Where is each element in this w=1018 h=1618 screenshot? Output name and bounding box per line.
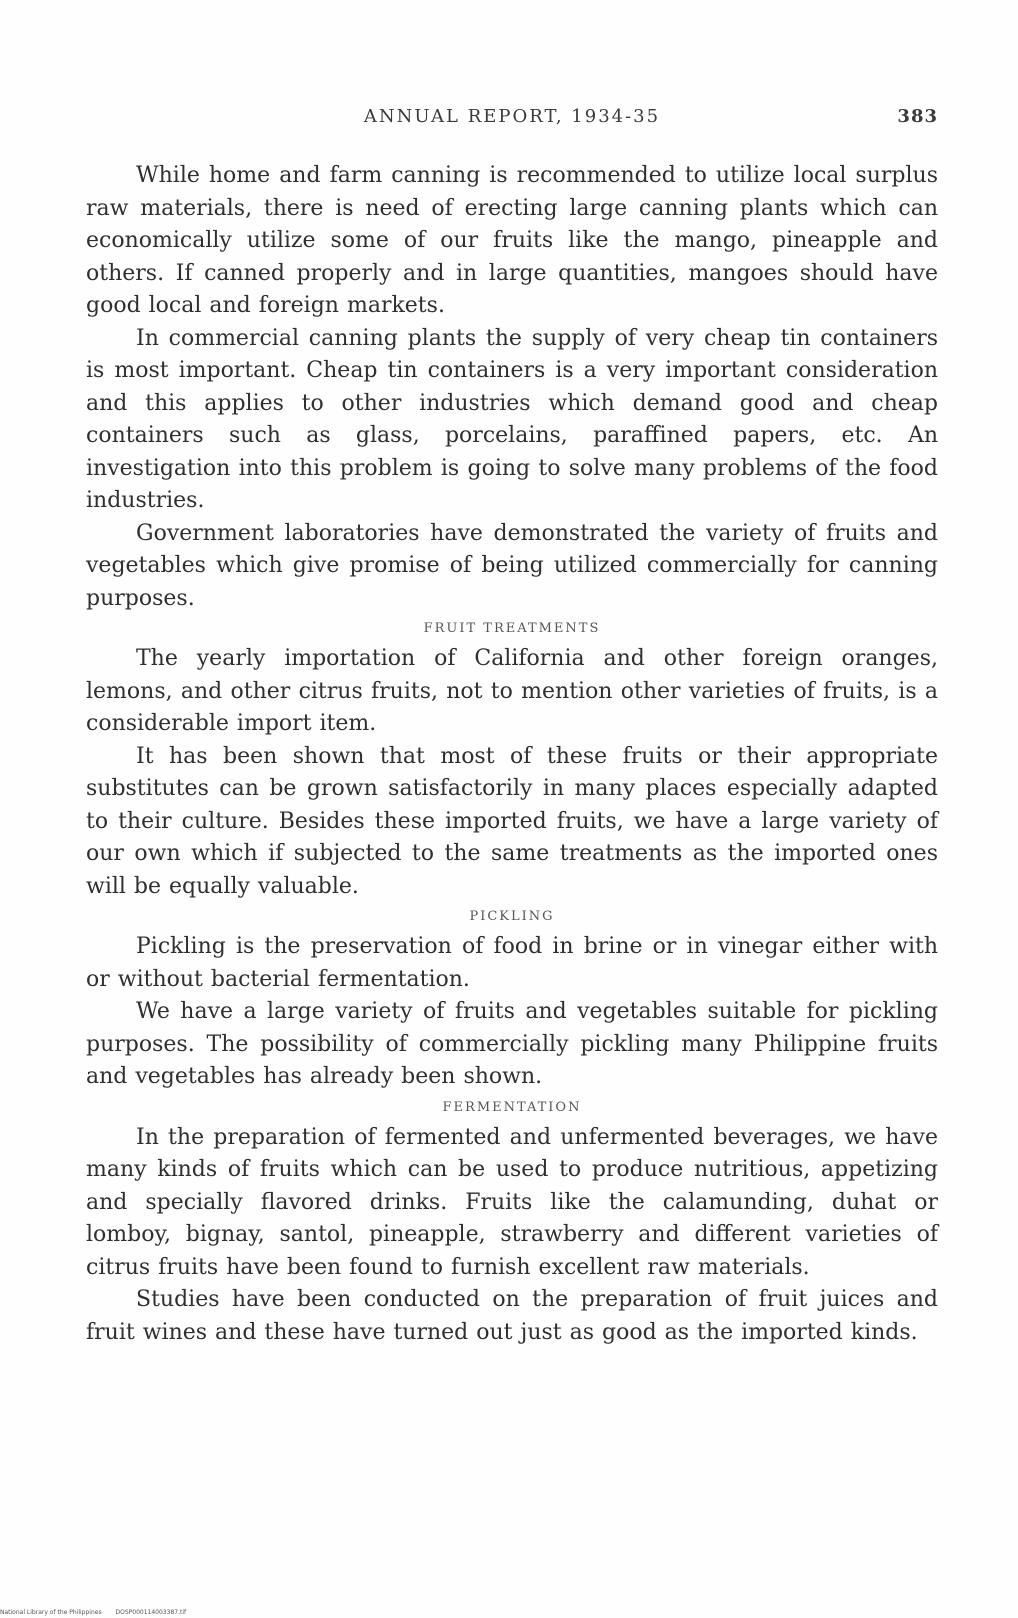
paragraph-canning-plants: While home and farm canning is recommended to utilize local surplus raw materials, there is need of erecting large canning plants which can economically utilize some of our fruits like the mango, pineapple and others. If canned properly and in large quantities, mangoes should have good local and foreign markets. — [86, 163, 938, 318]
footer-code: DOSP000114003387.tif — [115, 1609, 187, 1616]
paragraph-government-laboratories: Government laboratories have demonstrated the variety of fruits and vegetables which give promise of being utilized commercially for canning purposes. — [86, 520, 938, 611]
paragraph-citrus-importation: The yearly importation of California and other foreign oranges, lemons, and other citrus fruits, not to mention other varieties of fruits, is a considerable import item. — [86, 646, 938, 736]
heading-fermentation: FERMENTATION — [442, 1099, 582, 1115]
paragraph-beverages: In the preparation of fermented and unfermented beverages, we have many kinds of fruits which can be used to produce nutritious, appetizing and specially flavored drinks. Fruits like the calamunding, duhat or lomboy, bignay, santol, pineapple, strawberry and different varieties of citrus fruits have been found to furnish excellent raw materials. — [86, 1124, 938, 1280]
paragraph-pickling-definition: Pickling is the preservation of food in brine or in vinegar either with or without bacterial fermentation. — [86, 934, 938, 992]
scan-footer — [0, 1609, 198, 1616]
paragraph-fruit-juices: Studies have been conducted on the preparation of fruit juices and fruit wines and these have turned out just as good as the imported kinds. — [86, 1287, 938, 1345]
body-text — [86, 160, 938, 1349]
heading-fruit-treatments: FRUIT TREATMENTS — [423, 621, 601, 636]
page-number: 383 — [897, 106, 938, 127]
paragraph-substitutes: It has been shown that most of these fruits or their appropriate substitutes can be grown satisfactorily in many places especially adapted to their culture. Besides these imported fruits, we have a large variety of our own which if subjected to the same treatments as the imported ones will be equally valuable. — [86, 743, 938, 899]
page-header — [86, 106, 938, 136]
footer-library: National Library of the Philippines — [0, 1609, 102, 1616]
heading-pickling: PICKLING — [469, 909, 555, 924]
paragraph-pickling-variety: We have a large variety of fruits and vegetables suitable for pickling purposes. The possibility of commercially pickling many Philippine fruits and vegetables has already been shown. — [86, 999, 938, 1089]
paragraph-tin-containers: In commercial canning plants the supply of very cheap tin containers is most important. Cheap tin containers is a very important consideration and this applies to other industries which demand good and cheap containers such as glass, porcelains, paraffined papers, etc. An investigation into this problem is going to solve many problems of the food industries. — [86, 325, 938, 513]
running-title: ANNUAL REPORT, 1934-35 — [363, 106, 661, 127]
